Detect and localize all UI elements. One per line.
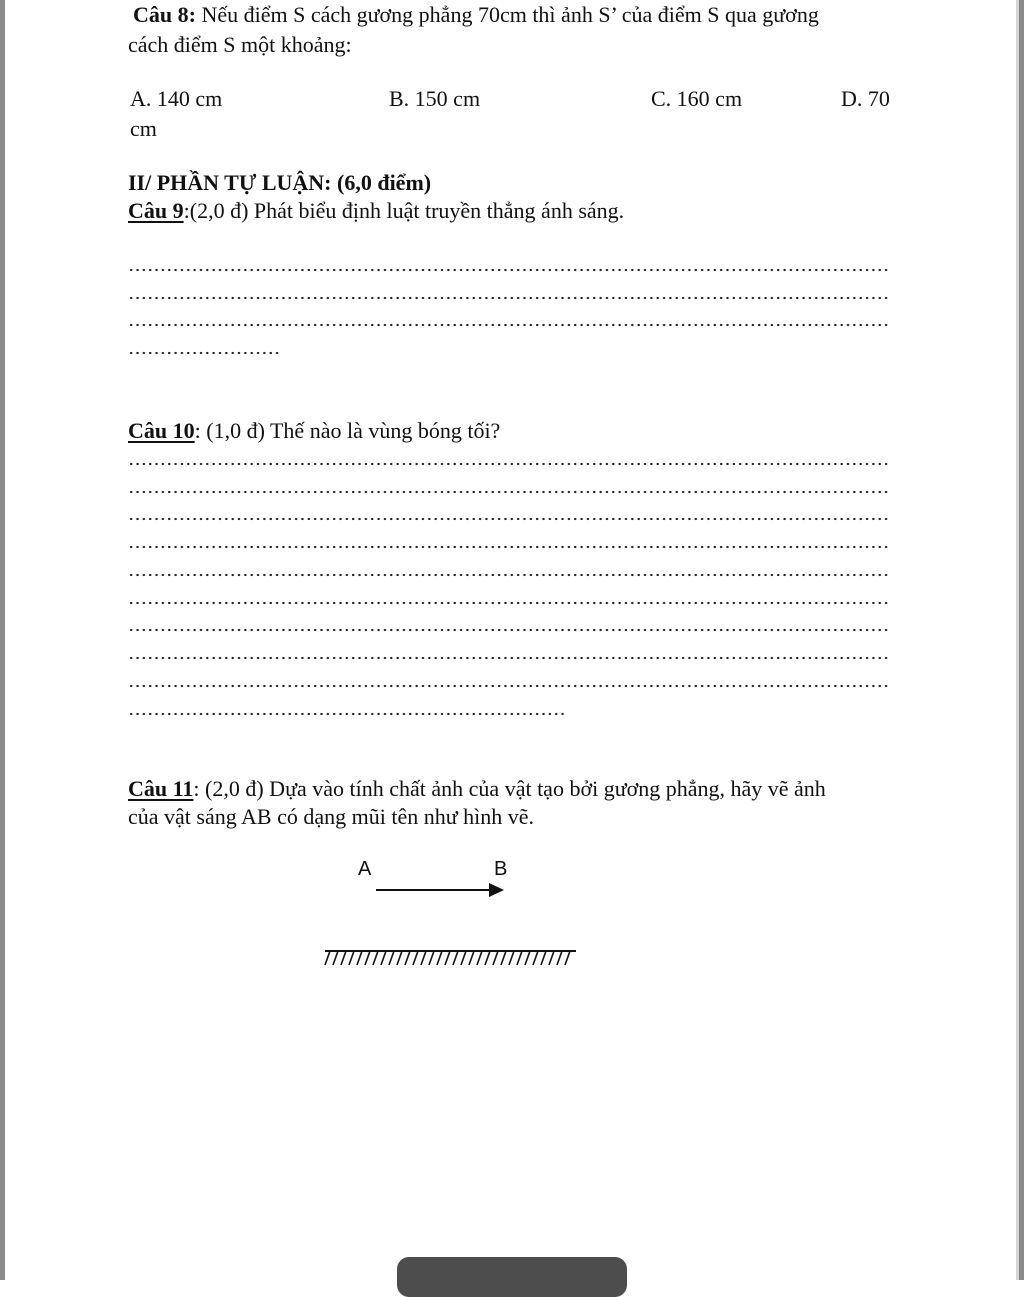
mirror-hatch-mark [381, 951, 386, 965]
q11-label: Câu 11 [128, 776, 194, 801]
answer-line [128, 323, 891, 327]
mirror-hatch-mark [445, 951, 450, 965]
mirror-hatch-mark [461, 951, 466, 965]
answer-line [128, 296, 891, 300]
mirror-hatch-mark [405, 951, 410, 965]
q11-prompt-line2: của vật sáng AB có dạng mũi tên như hình vẽ. [128, 804, 535, 829]
mirror-hatch-mark [565, 951, 570, 965]
answer-line [128, 628, 891, 632]
answer-line [128, 268, 891, 272]
mirror-hatch-mark [373, 951, 378, 965]
mirror-hatch-mark [389, 951, 394, 965]
mirror-hatch-mark [325, 951, 330, 965]
q8-line2: cách điểm S một khoảng: [128, 32, 352, 57]
mirror-hatch-mark [517, 951, 522, 965]
mirror-hatch-mark [549, 951, 554, 965]
plane-mirror [322, 947, 580, 969]
section-heading: II/ PHẦN TỰ LUẬN: (6,0 điểm) [128, 170, 432, 195]
mirror-hatch-mark [501, 951, 506, 965]
q8-line1 [133, 1, 819, 29]
mirror-hatch-mark [397, 951, 402, 965]
mirror-hatch-mark [541, 951, 546, 965]
q8-option-d: D. 70 [841, 86, 890, 111]
mirror-hatch-mark [413, 951, 418, 965]
object-ab-arrow [370, 878, 510, 902]
answer-line [128, 573, 891, 577]
mirror-hatch-mark [421, 951, 426, 965]
q8-option-a: A. 140 cm [130, 86, 223, 111]
point-b-label: B [494, 858, 508, 880]
q9-prompt [128, 197, 624, 225]
q8-option-b: B. 150 cm [389, 86, 481, 111]
q10-label: Câu 10 [128, 418, 195, 443]
mirror-hatch-mark [509, 951, 514, 965]
answer-line [128, 517, 891, 521]
answer-line [128, 712, 564, 716]
answer-line [128, 490, 891, 494]
mirror-hatch-mark [533, 951, 538, 965]
home-indicator-bar[interactable] [397, 1257, 627, 1297]
q10-prompt [128, 417, 500, 445]
q11-text: : (2,0 đ) Dựa vào tính chất ảnh của vật tạo bởi gương phẳng, hãy vẽ ảnh [193, 776, 826, 801]
q8-label: Câu 8: [133, 2, 196, 27]
mirror-hatch-mark [341, 951, 346, 965]
q9-label: Câu 9 [128, 198, 184, 223]
mirror-hatch-mark [333, 951, 338, 965]
q9-text: :(2,0 đ) Phát biểu định luật truyền thẳng ánh sáng. [183, 198, 625, 223]
answer-line [128, 462, 891, 466]
mirror-hatch-mark [357, 951, 362, 965]
mirror-hatch-mark [469, 951, 474, 965]
mirror-hatch-mark [525, 951, 530, 965]
mirror-hatch-mark [557, 951, 562, 965]
q8-option-d-continued: cm [130, 116, 157, 141]
q11-prompt-line1 [128, 775, 826, 803]
mirror-hatch-mark [453, 951, 458, 965]
answer-line [128, 351, 282, 355]
mirror-hatch-mark [477, 951, 482, 965]
mirror-hatch-mark [485, 951, 490, 965]
q8-option-c: C. 160 cm [651, 86, 743, 111]
mirror-hatch-mark [349, 951, 354, 965]
q8-text: Nếu điểm S cách gương phẳng 70cm thì ảnh S’ của điểm S qua gương [195, 2, 819, 27]
mirror-hatch-mark [429, 951, 434, 965]
page-border-right [1019, 0, 1024, 1280]
q10-text: : (1,0 đ) Thế nào là vùng bóng tối? [194, 418, 501, 443]
answer-line [128, 545, 891, 549]
point-a-label: A [358, 858, 372, 880]
answer-line [128, 656, 891, 660]
mirror-hatch-mark [365, 951, 370, 965]
mirror-hatch-mark [493, 951, 498, 965]
answer-line [128, 684, 891, 688]
mirror-hatch-mark [437, 951, 442, 965]
page-border-left [0, 0, 5, 1280]
answer-line [128, 601, 891, 605]
